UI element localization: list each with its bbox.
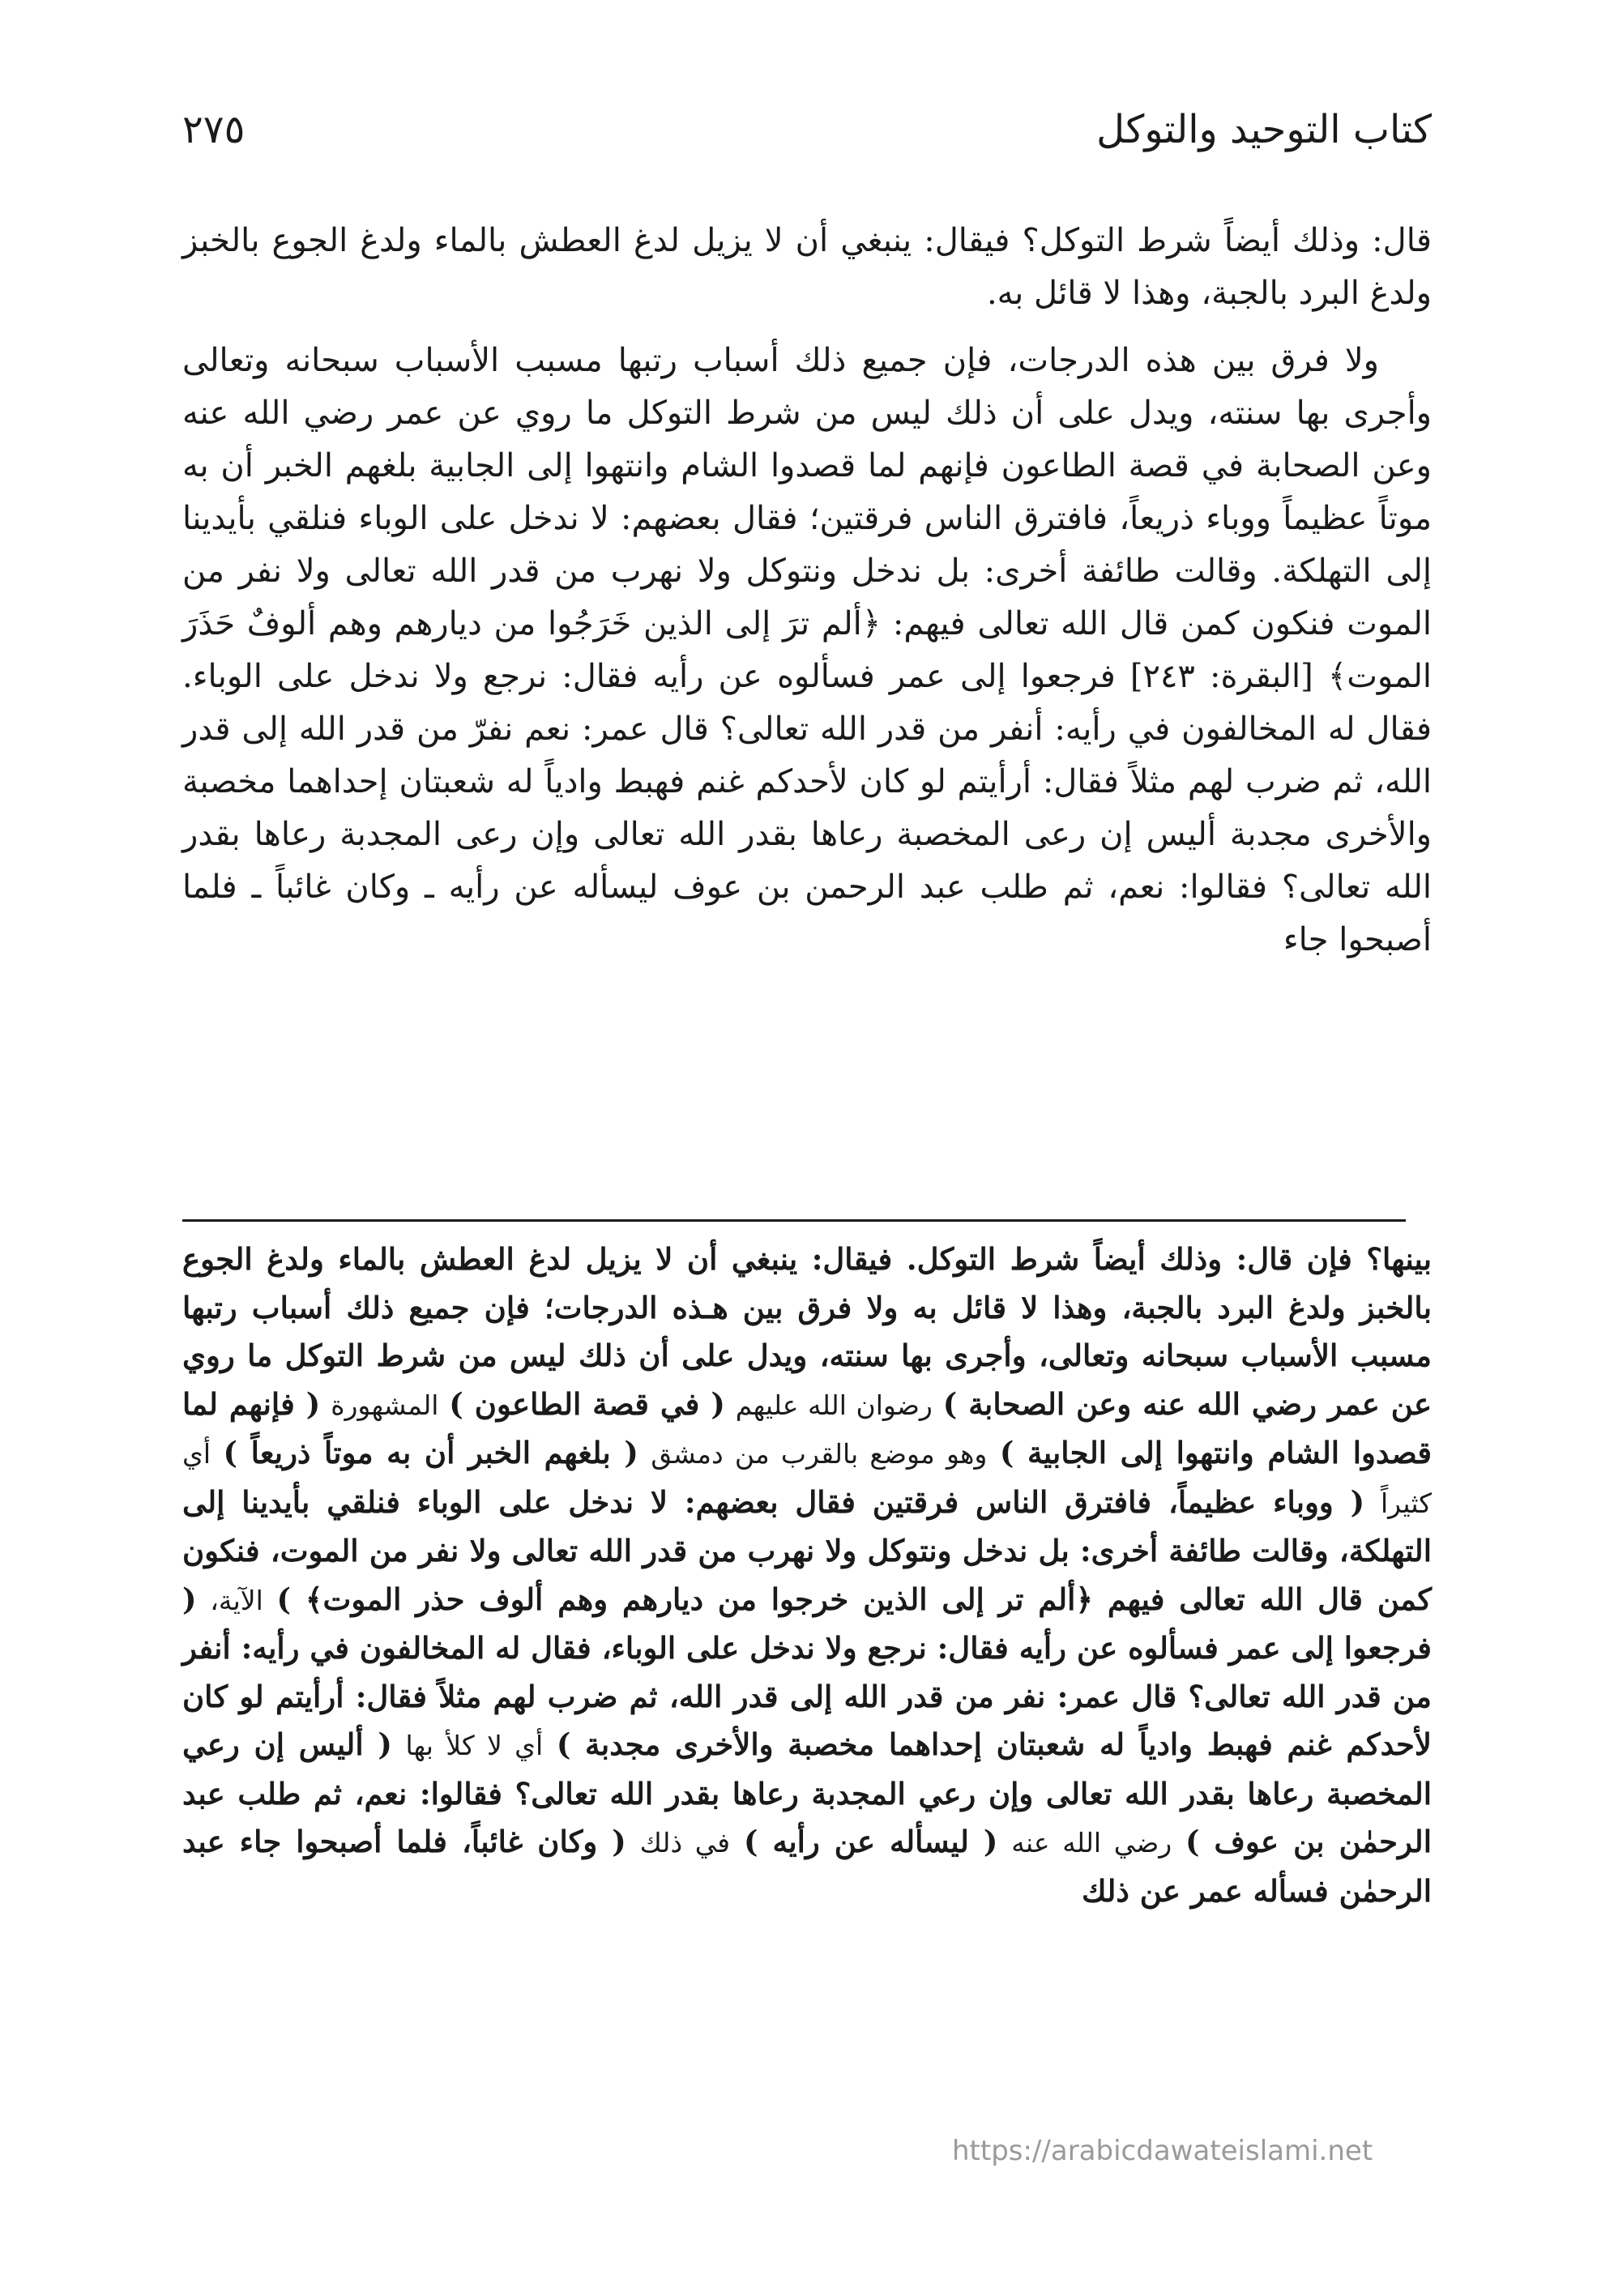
commentary-quoted-text: ( ووباء عظيماً، فافترق الناس فرقتين فقال بعضهم: لا ندخل على الوباء فنلقي بأيدينا إلى التهلكة، وقالت طائفة أخرى: بل ندخل ونتوكل ولا نهرب من قدر الله تعالى ولا نفر من الموت، فنكون كمن قال الله تعالى فيهم ﴿ألم تر إلى الذين خرجوا من ديارهم وهم ألوف حذر الموت﴾ ) bbox=[182, 1483, 1433, 1617]
watermark-url: https://arabicdawateislami.net bbox=[952, 2135, 1373, 2167]
commentary-quoted-text: ( فإنهم لما قصدوا الشام وانتهوا إلى الجابية ) bbox=[182, 1385, 1433, 1470]
main-text-block bbox=[182, 215, 1432, 981]
commentary-explanation: رضي الله عنه bbox=[1011, 1827, 1172, 1859]
commentary-quoted-text: ( بلغهم الخبر أن به موتاً ذريعاً ) bbox=[223, 1435, 638, 1470]
commentary-divider bbox=[182, 1219, 1406, 1222]
commentary-quoted-text: ( في قصة الطاعون ) bbox=[449, 1385, 725, 1422]
commentary-explanation: أي لا كلأ بها bbox=[405, 1730, 544, 1761]
commentary-quoted-text: بينها؟ فإن قال: وذلك أيضاً شرط التوكل. فيقال: ينبغي أن لا يزيل لدغ العطش بالماء ولدغ الجوع بالخبز ولدغ البرد بالجبة، وهذا لا قائل به ولا فرق بين هـذه الدرجات؛ فإن جميع ذلك أسباب رتبها مسبب الأسباب سبحانه وتعالى، وأجرى بها سنته، ويدل على أن ذلك ليس من شرط التوكل ما روي عن عمر رضي الله عنه وعن الصحابة ) bbox=[182, 1241, 1433, 1422]
main-paragraph: ولا فرق بين هذه الدرجات، فإن جميع ذلك أسباب رتبها مسبب الأسباب سبحانه وتعالى وأجرى بها سنته، ويدل على أن ذلك ليس من شرط التوكل ما روي عن عمر رضي الله عنه وعن الصحابة في قصة الطاعون فإنهم لما قصدوا الشام وانتهوا إلى الجابية بلغهم الخبر أن به موتاً عظيماً ووباء ذريعاً، فافترق الناس فرقتين؛ فقال بعضهم: لا ندخل على الوباء فنلقي بأيدينا إلى التهلكة. وقالت طائفة أخرى: بل ندخل ونتوكل ولا نهرب من قدر الله تعالى ولا نفر من الموت فنكون كمن قال الله تعالى فيهم: ﴿ألم ترَ إلى الذين خَرَجُوا من ديارهم وهم ألوفٌ حَذَرَ الموت﴾ [البقرة: ٢٤٣] فرجعوا إلى عمر فسألوه عن رأيه فقال: نرجع ولا ندخل على الوباء. فقال له المخالفون في رأيه: أنفر من قدر الله تعالى؟ قال عمر: نعم نفرّ من قدر الله إلى قدر الله، ثم ضرب لهم مثلاً فقال: أرأيتم لو كان لأحدكم غنم فهبط وادياً له شعبتان إحداهما مخصبة والأخرى مجدبة أليس إن رعى المخصبة رعاها بقدر الله تعالى وإن رعى المجدبة رعاها بقدر الله تعالى؟ فقالوا: نعم، ثم طلب عبد الرحمن بن عوف ليسأله عن رأيه ـ وكان غائباً ـ فلما أصبحوا جاء bbox=[182, 342, 1433, 958]
commentary-quoted-text: ( أليس إن رعي المخصبة رعاها بقدر الله تعالى وإن رعي المجدبة رعاها بقدر الله تعالى؟ فقالوا: نعم، ثم طلب عبد الرحمٰن بن عوف ) bbox=[182, 1726, 1432, 1859]
main-paragraph: قال: وذلك أيضاً شرط التوكل؟ فيقال: ينبغي أن لا يزيل لدغ العطش بالماء ولدغ الجوع بالخبز ولدغ البرد بالجبة، وهذا لا قائل به. bbox=[182, 222, 1432, 312]
commentary-quoted-text: ( ليسأله عن رأيه ) bbox=[743, 1824, 998, 1859]
page-number: ٢٧٥ bbox=[182, 107, 246, 152]
commentary-explanation: المشهورة bbox=[331, 1389, 439, 1421]
commentary-explanation: أي كثيراً bbox=[182, 1438, 1432, 1519]
running-title: كتاب التوحيد والتوكل bbox=[1096, 107, 1432, 152]
commentary-explanation: الآية، bbox=[210, 1584, 263, 1616]
commentary-block bbox=[182, 1235, 1432, 1915]
commentary-explanation: في ذلك bbox=[639, 1827, 731, 1859]
page-header bbox=[182, 105, 1432, 178]
commentary-quoted-text: ( وكان غائباً، فلما أصبحوا جاء عبد الرحمٰن فسأله عمر عن ذلك bbox=[182, 1824, 1432, 1909]
commentary-quoted-text: ( فرجعوا إلى عمر فسألوه عن رأيه فقال: نرجع ولا ندخل على الوباء، فقال له المخالفون في رأيه: أنفر من قدر الله تعالى؟ قال عمر: نفر من قدر الله إلى قدر الله، ثم ضرب لهم مثلاً فقال: أرأيتم لو كان لأحدكم غنم فهبط وادياً له شعبتان إحداهما مخصبة والأخرى مجدبة ) bbox=[182, 1581, 1432, 1762]
commentary-explanation: رضوان الله عليهم bbox=[735, 1389, 933, 1421]
commentary-explanation: وهو موضع بالقرب من دمشق bbox=[651, 1438, 988, 1470]
